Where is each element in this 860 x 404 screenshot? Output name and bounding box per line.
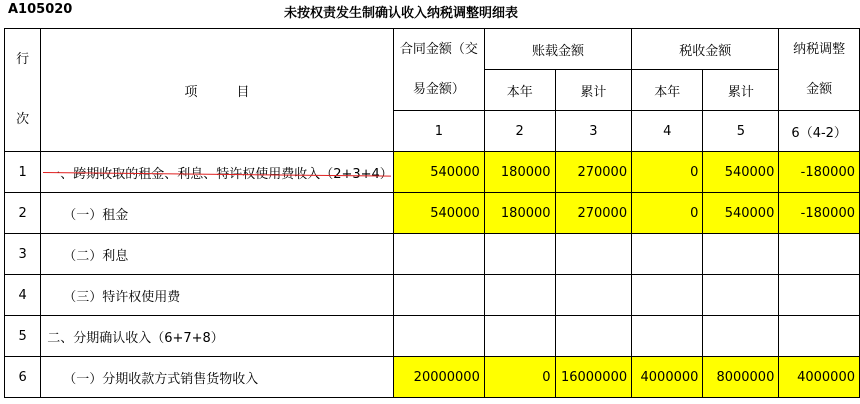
col-num-4: 4 [632,111,703,152]
cell-adjust-amount: -180000 [779,193,860,234]
cell-tax-cumulative: 540000 [703,152,779,193]
col-num-2: 2 [484,111,555,152]
row-item [41,152,394,193]
row-no: 4 [5,275,41,316]
header-book-current-year: 本年 [484,70,555,111]
row-item-label: 一、跨期收取的租金、利息、特许权使用费收入（2+3+4） [47,166,393,182]
cell-adjust-amount: 4000000 [779,357,860,398]
cell-tax-current-year: 0 [632,152,703,193]
table-row [5,357,860,398]
header-adjust-amount [779,29,860,111]
cell-tax-cumulative: 8000000 [703,357,779,398]
header-tax-amount: 税收金额 [632,29,779,70]
report-table [4,28,860,398]
cell-contract-amount: 540000 [393,193,484,234]
cell-book-current-year: 0 [484,357,555,398]
col-num-5: 5 [703,111,779,152]
row-item: （一）分期收款方式销售货物收入 [41,357,394,398]
row-no: 5 [5,316,41,357]
row-no: 3 [5,234,41,275]
form-title: 未按权责发生制确认收入纳税调整明细表 [284,6,519,21]
cell-tax-cumulative [703,234,779,275]
cell-contract-amount: 20000000 [393,357,484,398]
cell-adjust-amount: -180000 [779,152,860,193]
cell-adjust-amount [779,316,860,357]
row-no: 6 [5,357,41,398]
col-num-6: 6（4-2） [779,111,860,152]
cell-book-current-year: 180000 [484,193,555,234]
table-row [5,152,860,193]
cell-tax-cumulative [703,275,779,316]
row-no: 2 [5,193,41,234]
row-item: （一）租金 [41,193,394,234]
table-row [5,193,860,234]
cell-book-cumulative: 16000000 [555,357,632,398]
header-tax-cumulative: 累计 [703,70,779,111]
cell-adjust-amount [779,234,860,275]
cell-tax-current-year [632,316,703,357]
header-book-amount: 账载金额 [484,29,631,70]
cell-book-current-year: 180000 [484,152,555,193]
row-item: （二）利息 [41,234,394,275]
cell-book-cumulative [555,316,632,357]
col-num-3: 3 [555,111,632,152]
cell-contract-amount [393,316,484,357]
header-adjust-line1: 纳税调整 [793,41,846,57]
cell-book-cumulative: 270000 [555,152,632,193]
cell-tax-cumulative: 540000 [703,193,779,234]
cell-book-cumulative: 270000 [555,193,632,234]
header-row-no-line2: 次 [16,112,30,127]
header-contract-line1: 合同金额（交 [399,41,478,57]
row-no: 1 [5,152,41,193]
cell-book-current-year [484,234,555,275]
table-row [5,234,860,275]
cell-contract-amount [393,275,484,316]
cell-tax-current-year: 0 [632,193,703,234]
header-row-no [5,29,41,152]
header-book-cumulative: 累计 [555,70,632,111]
cell-tax-current-year [632,275,703,316]
cell-contract-amount: 540000 [393,152,484,193]
cell-tax-cumulative [703,316,779,357]
cell-book-current-year [484,275,555,316]
header-tax-current-year: 本年 [632,70,703,111]
form-code: A105020 [8,2,73,17]
row-item: （三）特许权使用费 [41,275,394,316]
cell-book-cumulative [555,275,632,316]
table-row [5,316,860,357]
cell-book-cumulative [555,234,632,275]
cell-adjust-amount [779,275,860,316]
header-adjust-line2: 金额 [806,81,833,97]
header-contract-line2: 易金额） [412,81,465,97]
cell-book-current-year [484,316,555,357]
cell-tax-current-year: 4000000 [632,357,703,398]
header-contract-amount [393,29,484,111]
cell-tax-current-year [632,234,703,275]
col-num-1: 1 [393,111,484,152]
header-item: 项 目 [41,29,394,152]
row-item: 二、分期确认收入（6+7+8） [41,316,394,357]
table-row [5,275,860,316]
header-row-no-line1: 行 [16,52,30,67]
cell-contract-amount [393,234,484,275]
